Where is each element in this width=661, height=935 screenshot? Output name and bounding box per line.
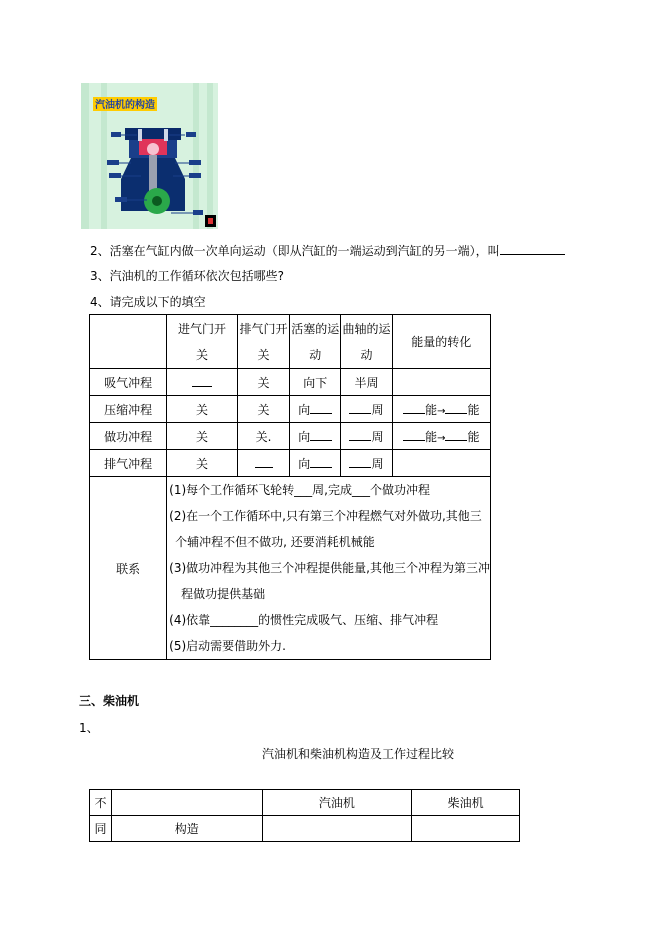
header-empty-cell [111,790,262,816]
cell-exhaust: 关 [237,396,289,423]
header-energy: 能量的转化 [392,315,490,369]
corner-cell-bottom: 同 [90,816,112,842]
header-crank: 曲轴的运 动 [341,315,392,369]
blank-cell[interactable] [237,450,289,477]
cell-piston[interactable]: 向 [290,396,341,423]
question-4: 4、请完成以下的填空 [90,295,206,309]
header-empty-cell [90,315,167,369]
col-diesel-engine: 柴油机 [412,790,520,816]
cell-crank[interactable]: 周 [341,396,392,423]
cell-piston[interactable]: 向 [290,423,341,450]
cell-energy [392,369,490,396]
header-intake: 进气门开 关 [167,315,238,369]
cell-energy [392,450,490,477]
cell-intake: 关 [167,396,238,423]
cell-crank[interactable]: 周 [341,450,392,477]
question-3: 3、汽油机的工作循环依次包括哪些? [90,269,285,283]
cell-crank[interactable]: 周 [341,423,392,450]
link-row [90,477,491,660]
link-line-7: (5)启动需要借助外力. [169,639,286,653]
link-line-4: (3)做功冲程为其他三个冲程提供能量,其他三个冲程为第三冲 [169,561,490,575]
question-2 [90,242,565,259]
section-3-item-1: 1、 [79,721,99,735]
row-name: 压缩冲程 [90,396,167,423]
row-name: 做功冲程 [90,423,167,450]
cell-crank: 半周 [341,369,392,396]
table-row [90,816,520,842]
corner-cell-top: 不 [90,790,112,816]
cell-piston: 向下 [290,369,341,396]
cell-energy[interactable]: 能→ 能 [392,423,490,450]
row-name: 吸气冲程 [90,369,167,396]
row-label-structure: 构造 [111,816,262,842]
link-line-2: (2)在一个工作循环中,只有第三个冲程燃气对外做功,其他三 [169,509,482,523]
header-piston: 活塞的运 动 [290,315,341,369]
cell-energy[interactable]: 能→ 能 [392,396,490,423]
link-label: 联系 [90,477,167,660]
section-3-title: 三、柴油机 [79,694,140,708]
comparison-caption: 汽油机和柴油机构造及工作过程比较 [262,747,455,761]
link-line-5: 程做功提供基础 [181,587,266,601]
table-row [90,396,491,423]
figure-title: 汽油机的构造 [95,100,155,111]
cell-intake: 关 [167,450,238,477]
blank-cell[interactable] [167,369,238,396]
col-gasoline-engine: 汽油机 [262,790,412,816]
link-line-6: (4)依靠________的惯性完成吸气、压缩、排气冲程 [169,613,439,627]
stroke-table [89,314,491,660]
header-exhaust: 排气门开 关 [237,315,289,369]
table-header-row [90,315,491,369]
comparison-table [89,789,520,842]
table-row [90,450,491,477]
table-row [90,423,491,450]
question-2-text: 2、活塞在气缸内做一次单向运动（即从汽缸的一端运动到汽缸的另一端），叫 [90,244,500,258]
cell-exhaust: 关. [237,423,289,450]
row-name: 排气冲程 [90,450,167,477]
engine-figure [81,83,218,229]
cell-diesel-structure[interactable] [412,816,520,842]
comparison-header-row [90,790,520,816]
link-line-1: (1)每个工作循环飞轮转___周,完成___个做功冲程 [169,483,430,497]
table-row [90,369,491,396]
link-line-3: 个辅冲程不但不做功, 还要消耗机械能 [175,535,375,549]
cell-gasoline-structure[interactable] [262,816,412,842]
engine-diagram-svg [81,83,218,229]
question-2-blank[interactable] [500,254,565,255]
link-content [167,477,491,660]
cell-exhaust: 关 [237,369,289,396]
cell-piston[interactable]: 向 [290,450,341,477]
cell-intake: 关 [167,423,238,450]
